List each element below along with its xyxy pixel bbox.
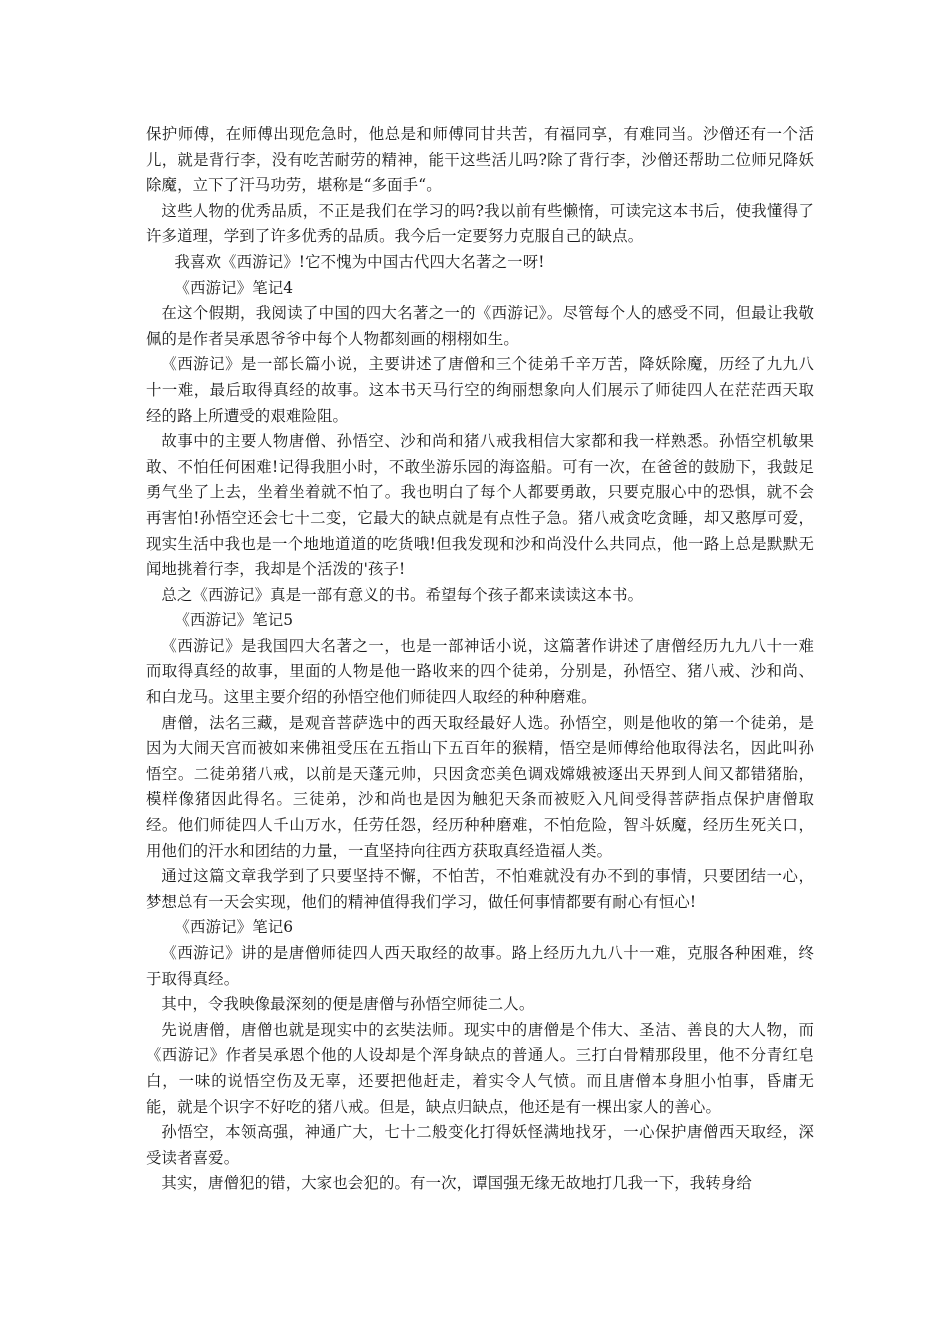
paragraph-note4-summary: 《西游记》是一部长篇小说，主要讲述了唐僧和三个徒弟千辛万苦，降妖除魔，历经了九九八十一难，最后取得真经的故事。这本书天马行空的绚丽想象向人们展示了师徒四人在茫茫西天取经的路上所遭受的艰难险阻。 bbox=[146, 355, 814, 425]
paragraph-learning-qualities: 这些人物的优秀品质，不正是我们在学习的吗?我以前有些懒惰，可读完这本书后，使我懂得了许多道理，学到了许多优秀的品质。我今后一定要努力克服自己的缺点。 bbox=[146, 201, 814, 246]
paragraph-note4-characters: 故事中的主要人物唐僧、孙悟空、沙和尚和猪八戒我相信大家都和我一样熟悉。孙悟空机敏果敢、不怕任何困难!记得我胆小时，不敢坐游乐园的海盗船。可有一次，在爸爸的鼓励下，我鼓足勇气坐了上去，坐着坐着就不怕了。我也明白了每个人都要勇敢，只要克服心中的恐惧，就不会再害怕!孙悟空还会七十二变，它最大的缺点就是有点性子急。猪八戒贪吃贪睡，却又憨厚可爱，现实生活中我也是一个地地道道的吃货哦!但我发现和沙和尚没什么共同点，他一路上总是默默无闻地挑着行李，我却是个活泼的'孩子! bbox=[146, 432, 814, 579]
paragraph-note6-mistakes: 其实，唐僧犯的错，大家也会犯的。有一次，谭国强无缘无故地打几我一下，我转身给 bbox=[161, 1174, 752, 1193]
paragraph-i-like-xiyouji: 我喜欢《西游记》!它不愧为中国古代四大名著之一呀! bbox=[174, 252, 545, 271]
section-title-note-5: 《西游记》笔记5 bbox=[174, 611, 294, 630]
paragraph-note6-impression: 其中，令我映像最深刻的便是唐僧与孙悟空师徒二人。 bbox=[161, 995, 535, 1014]
paragraph-note4-conclusion: 总之《西游记》真是一部有意义的书。希望每个孩子都来读读这本书。 bbox=[161, 585, 644, 604]
paragraph-note5-intro: 《西游记》是我国四大名著之一，也是一部神话小说，这篇著作讲述了唐僧经历九九八十一难而取得真经的故事，里面的人物是他一路收来的四个徒弟，分别是，孙悟空、猪八戒、沙和尚、和白龙马。这里主要介绍的孙悟空他们师徒四人取经的种种磨难。 bbox=[146, 636, 814, 707]
paragraph-note5-characters: 唐僧，法名三藏，是观音菩萨选中的西天取经最好人选。孙悟空，则是他收的第一个徒弟，是因为大闹天宫而被如来佛祖受压在五指山下五百年的猴精，悟空是师傅给他取得法名，因此叫孙悟空。二徒弟猪八戒，以前是天蓬元帅，只因贪恋美色调戏嫦娥被逐出天界到人间又都错猪胎，模样像猪因此得名。三徒弟，沙和尚也是因为触犯天条而被贬入凡间受得菩萨指点保护唐僧取经。他们师徒四人千山万水，任劳任怨，经历种种磨难，不怕危险，智斗妖魔，经历生死关口，用他们的汗水和团结的力量，一直坚持向往西方获取真经造福人类。 bbox=[146, 713, 814, 860]
paragraph-note5-lesson: 通过这篇文章我学到了只要坚持不懈，不怕苦，不怕难就没有办不到的事情，只要团结一心，梦想总有一天会实现，他们的精神值得我们学习，做任何事情都要有耐心有恒心! bbox=[146, 867, 814, 911]
paragraph-note6-intro: 《西游记》讲的是唐僧师徒四人西天取经的故事。路上经历九九八十一难，克服各种困难，终于取得真经。 bbox=[146, 944, 814, 988]
paragraph-note6-tangseng: 先说唐僧，唐僧也就是现实中的玄奘法师。现实中的唐僧是个伟大、圣洁、善良的大人物，而《西游记》作者吴承恩个他的人设却是个浑身缺点的普通人。三打白骨精那段里，他不分青红皂白，一味的说悟空伤及无辜，还要把他赶走，着实令人气愤。而且唐僧本身胆小怕事，昏庸无能，就是个识字不好吃的猪八戒。但是，缺点归缺点，他还是有一棵出家人的善心。 bbox=[146, 1020, 814, 1116]
paragraph-note6-wukong: 孙悟空，本领高强，神通广大，七十二般变化打得妖怪满地找牙，一心保护唐僧西天取经，深受读者喜爱。 bbox=[146, 1123, 814, 1167]
paragraph-note4-intro: 在这个假期，我阅读了中国的四大名著之一的《西游记》。尽管每个人的感受不同，但最让我敬佩的是作者吴承恩爷爷中每个人物都刻画的栩栩如生。 bbox=[146, 304, 814, 348]
paragraph-shaseng-duties: 保护师傅，在师傅出现危急时，他总是和师傅同甘共苦，有福同享，有难同当。沙僧还有一个活儿，就是背行李，没有吃苦耐劳的精神，能干这些活儿吗?除了背行李，沙僧还帮助二位师兄降妖除魔，立下了汗马功劳，堪称是“多面手“。 bbox=[146, 125, 814, 195]
section-title-note-6: 《西游记》笔记6 bbox=[174, 918, 294, 937]
document-body bbox=[146, 122, 814, 1197]
section-title-note-4: 《西游记》笔记4 bbox=[174, 278, 294, 297]
